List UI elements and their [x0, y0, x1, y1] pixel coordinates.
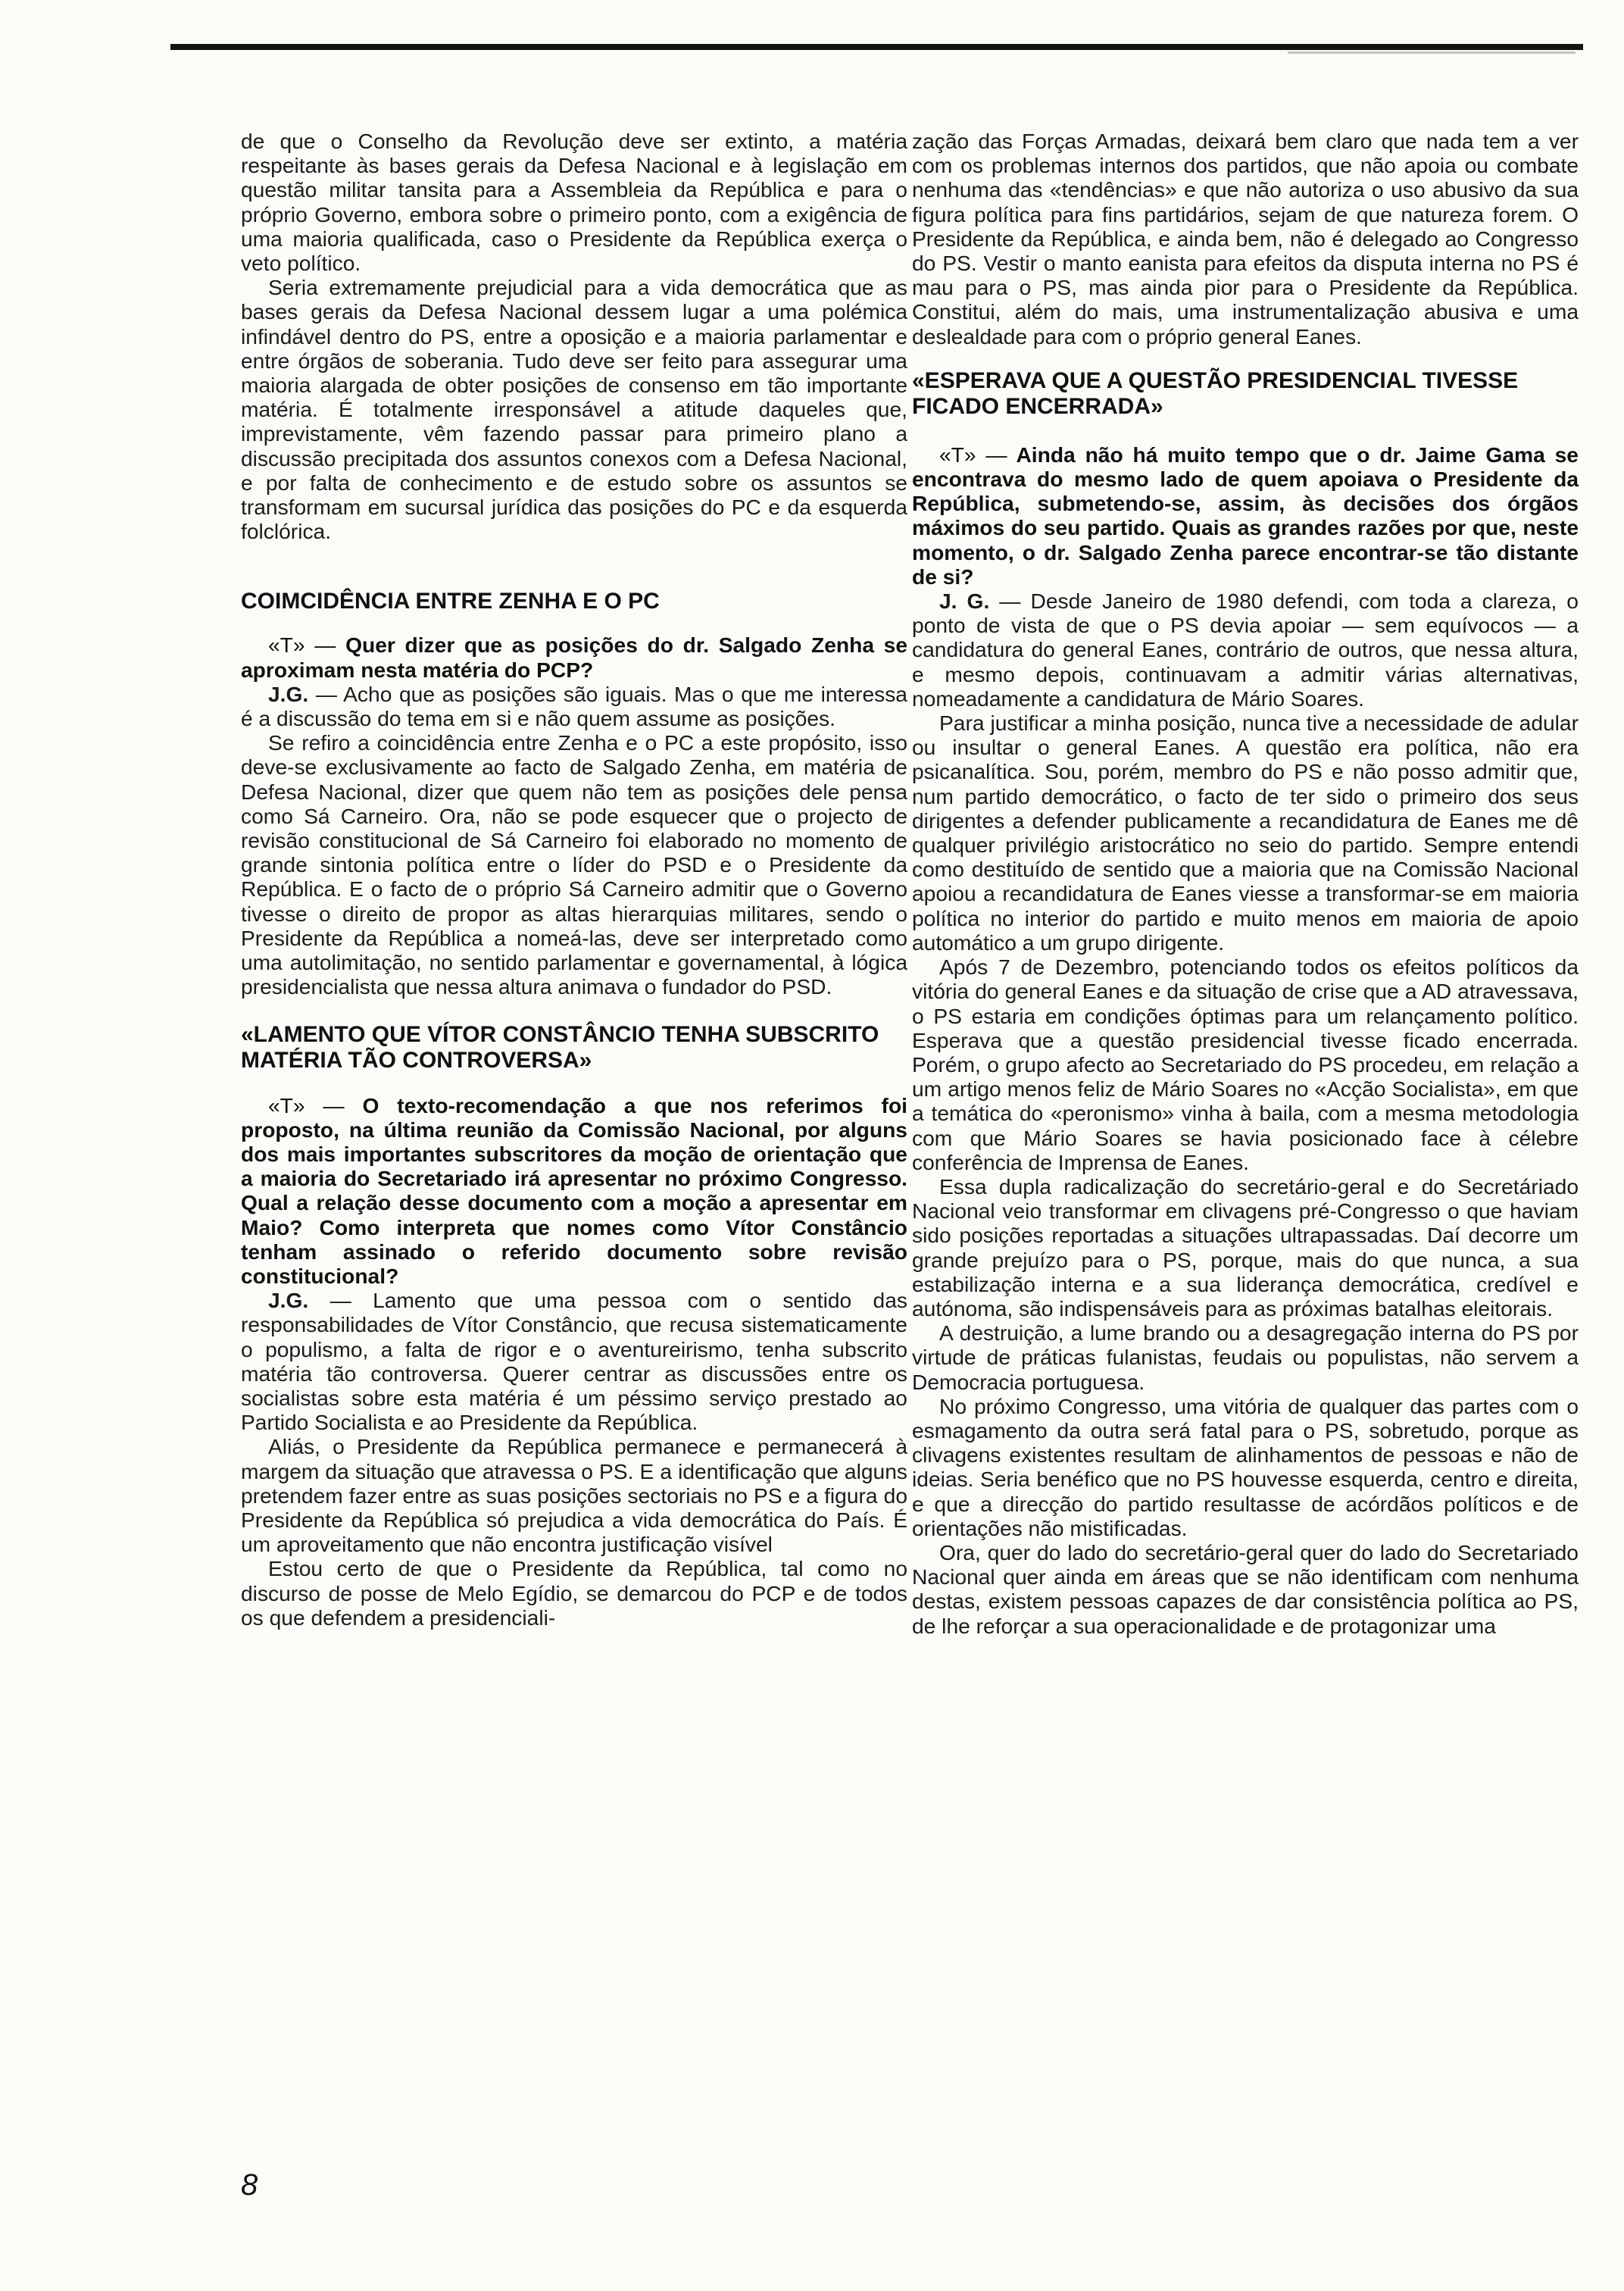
paragraph: Seria extremamente prejudicial para a vida democrática que as bases gerais da Defesa Nacional dessem lugar a uma polémica infindável dentro do PS, entre a oposição e a maioria parlamentar e entre órgãos de soberania. Tudo deve ser feito para assegurar uma maioria alargada de obter posições de consenso em tão importante matéria. É totalmente irresponsável a atitude daqueles que, imprevistamente, vêm fazendo passar para primeiro plano a discussão precipitada dos assuntos conexos com a Defesa Nacional, e por falta de conhecimento e de estudo sobre os assuntos se transformam em sucursal jurídica das posições do PC e da esquerda folclórica. [241, 275, 907, 544]
spacer [241, 1074, 907, 1093]
spacer [241, 614, 907, 633]
interview-question [912, 442, 1579, 589]
section-heading: «LAMENTO QUE VÍTOR CONSTÂNCIO TENHA SUBSCRITO MATÉRIA TÃO CONTROVERSA» [241, 1021, 879, 1073]
paragraph: A destruição, a lume brando ou a desagregação interna do PS por virtude de práticas fulanistas, feudais ou populistas, não servem a Democracia portuguesa. [912, 1321, 1579, 1394]
question-marker: «T» — [939, 442, 1007, 467]
paragraph: de que o Conselho da Revolução deve ser extinto, a matéria respeitante às bases gerais da Defesa Nacional e à legislação em questão militar tansita para a Assembleia da República e para o próprio Governo, embora sobre o primeiro ponto, com a exigência de uma maioria qualificada, caso o Presidente da República exerça o veto político. [241, 129, 907, 276]
answer-text: — Lamento que uma pessoa com o sentido das responsabilidades de Vítor Constâncio, que recusa sistematicamente o populismo, a falta de rigor e o aventureirismo, tenha subscrito matéria tão controversa. Querer centrar as discussões entre os socialistas sobre esta matéria é um péssimo serviço prestado ao Partido Socialista e ao Presidente da República. [241, 1288, 907, 1435]
answer-marker: J. G. [939, 589, 990, 614]
answer-marker: J.G. [268, 1288, 309, 1313]
answer-text: — Acho que as posições são iguais. Mas o que me interessa é a discussão do tema em si e não quem assume as posições. [241, 681, 907, 731]
paragraph: Ora, quer do lado do secretário-geral quer do lado do Secretariado Nacional quer ainda em áreas que se não identificam com nenhuma destas, existem pessoas capazes de dar consistência política ao PS, de lhe reforçar a sua operacionalidade e de protagonizar uma [912, 1539, 1579, 1638]
interview-answer [241, 1288, 907, 1434]
spacer [241, 543, 907, 589]
question-text: O texto-recomendação a que nos referimos foi proposto, na última reunião da Comissão Nacional, por alguns dos mais importantes subscritores da moção de orientação que a maioria do Secretariado irá apresentar no próximo Congresso. Qual a relação desse documento com a moção a apresentar em Maio? Como interpreta que nomes como Vítor Constâncio tenham assinado o referido documento sobre revisão constitucional? [241, 1092, 907, 1288]
paragraph: Após 7 de Dezembro, potenciando todos os efeitos políticos da vitória do general Eanes e da situação de crise que a AD atravessava, o PS estaria em condições óptimas para um relançamento político. Esperava que a questão presidencial tivesse ficado encerrada. Porém, o grupo afecto ao Secretariado do PS procedeu, em relação a um artigo menos feliz de Mário Soares no «Acção Socialista», em que a temática do «peronismo» vinha à baila, com a mesma metodologia com que Mário Soares se havia posicionado face à célebre conferência de Imprensa de Eanes. [912, 955, 1579, 1174]
paragraph: Aliás, o Presidente da República permanece e permanecerá à margem da situação que atravessa o PS. E a identificação que alguns pretendem fazer entre as suas posições sectoriais no PS e a figura do Presidente da República só prejudica a vida democrática do País. É um aproveitamento que não encontra justificação visível [241, 1434, 907, 1557]
top-rule-shadow [1288, 52, 1576, 54]
spacer [241, 999, 907, 1022]
question-marker: «T» — [268, 633, 336, 658]
left-column [241, 129, 907, 1630]
interview-answer [912, 589, 1579, 711]
paragraph: zação das Forças Armadas, deixará bem claro que nada tem a ver com os problemas internos dos partidos, que não apoia ou combate nenhuma das «tendências» e que não autoriza o uso abusivo da sua figura política para fins partidários, sejam de que natureza forem. O Presidente da República, e ainda bem, não é delegado ao Congresso do PS. Vestir o manto eanista para efeitos da disputa interna no PS é mau para o PS, mas ainda pior para o Presidente da República. Constitui, além do mais, uma instrumentalização abusiva e uma deslealdade para com o próprio general Eanes. [912, 129, 1579, 348]
answer-marker: J.G. [268, 681, 309, 706]
interview-answer [241, 682, 907, 730]
question-text: Ainda não há muito tempo que o dr. Jaime Gama se encontrava do mesmo lado de quem apoiava o Presidente da República, submetendo-se, assim, às decisões dos órgãos máximos do seu partido. Quais as grandes razões por que, neste momento, o dr. Salgado Zenha parece encontrar-se tão distante de si? [912, 442, 1579, 589]
paragraph: Essa dupla radicalização do secretário-geral e do Secretáriado Nacional veio transformar em clivagens pré-Congresso o que haviam sido posições reportadas a situações ultrapassadas. Daí decorre um grande prejuízo para o PS, porque, mais do que nunca, a sua estabilização interna e a sua liderança democrática, credível e autónoma, são indispensáveis para as próximas batalhas eleitorais. [912, 1174, 1579, 1321]
paragraph: No próximo Congresso, uma vitória de qualquer das partes com o esmagamento da outra será fatal para o PS, sobretudo, porque as clivagens existentes resultam de alinhamentos de pessoas e não de ideias. Seria benéfico que no PS houvesse esquerda, centro e direita, e que a direcção do partido resultasse de acórdãos políticos e de orientações não mistificadas. [912, 1393, 1579, 1540]
spacer [912, 420, 1579, 442]
question-text: Quer dizer que as posições do dr. Salgado Zenha se aproximam nesta matéria do PCP? [241, 633, 907, 682]
answer-text: — Desde Janeiro de 1980 defendi, com toda a clareza, o ponto de vista de que o PS devia apoiar — sem equívocos — a candidatura do general Eanes, contrário de outros, que nessa altura, e mesmo depois, continuavam a admitir várias alternativas, nomeadamente a candidatura de Mário Soares. [912, 589, 1579, 711]
question-marker: «T» — [268, 1092, 345, 1117]
section-heading: COIMCIDÊNCIA ENTRE ZENHA E O PC [241, 589, 660, 614]
paragraph: Estou certo de que o Presidente da República, tal como no discurso de posse de Melo Egídio, se demarcou do PCP e de todos os que defendem a presidenciali- [241, 1556, 907, 1630]
top-rule [170, 44, 1583, 50]
page-number: 8 [241, 2168, 258, 2202]
right-column [912, 129, 1579, 1638]
section-heading: «ESPERAVA QUE A QUESTÃO PRESIDENCIAL TIVESSE FICADO ENCERRADA» [912, 367, 1519, 419]
interview-question [241, 633, 907, 681]
paragraph: Para justificar a minha posição, nunca tive a necessidade de adular ou insultar o general Eanes. A questão era política, não era psicanalítica. Sou, porém, membro do PS e não posso admitir que, num partido democrático, o facto de ter sido o primeiro dos seus dirigentes a defender publicamente a recandidatura de Eanes me dê qualquer privilégio aristocrático no seio do partido. Sempre entendi como destituído de sentido que a maioria que na Comissão Nacional apoiou a recandidatura de Eanes viesse a transformar-se em maioria política no interior do partido e muito menos em maioria de apoio automático a um grupo dirigente. [912, 711, 1579, 955]
paragraph: Se refiro a coincidência entre Zenha e o PC a este propósito, isso deve-se exclusivamente ao facto de Salgado Zenha, em matéria de Defesa Nacional, dizer que quem não tem as posições dele pensa como Sá Carneiro. Ora, não se pode esquecer que o projecto de revisão constitucional de Sá Carneiro foi elaborado no momento de grande sintonia política entre o líder do PSD e o Presidente da República. E o facto de o próprio Sá Carneiro admitir que o Governo tivesse o direito de propor as altas hierarquias militares, sendo o Presidente da República a nomeá-las, deve ser interpretado como uma autolimitação, no sentido parlamentar e governamental, à lógica presidencialista que nessa altura animava o fundador do PSD. [241, 730, 907, 999]
spacer [912, 348, 1579, 368]
interview-question [241, 1093, 907, 1289]
